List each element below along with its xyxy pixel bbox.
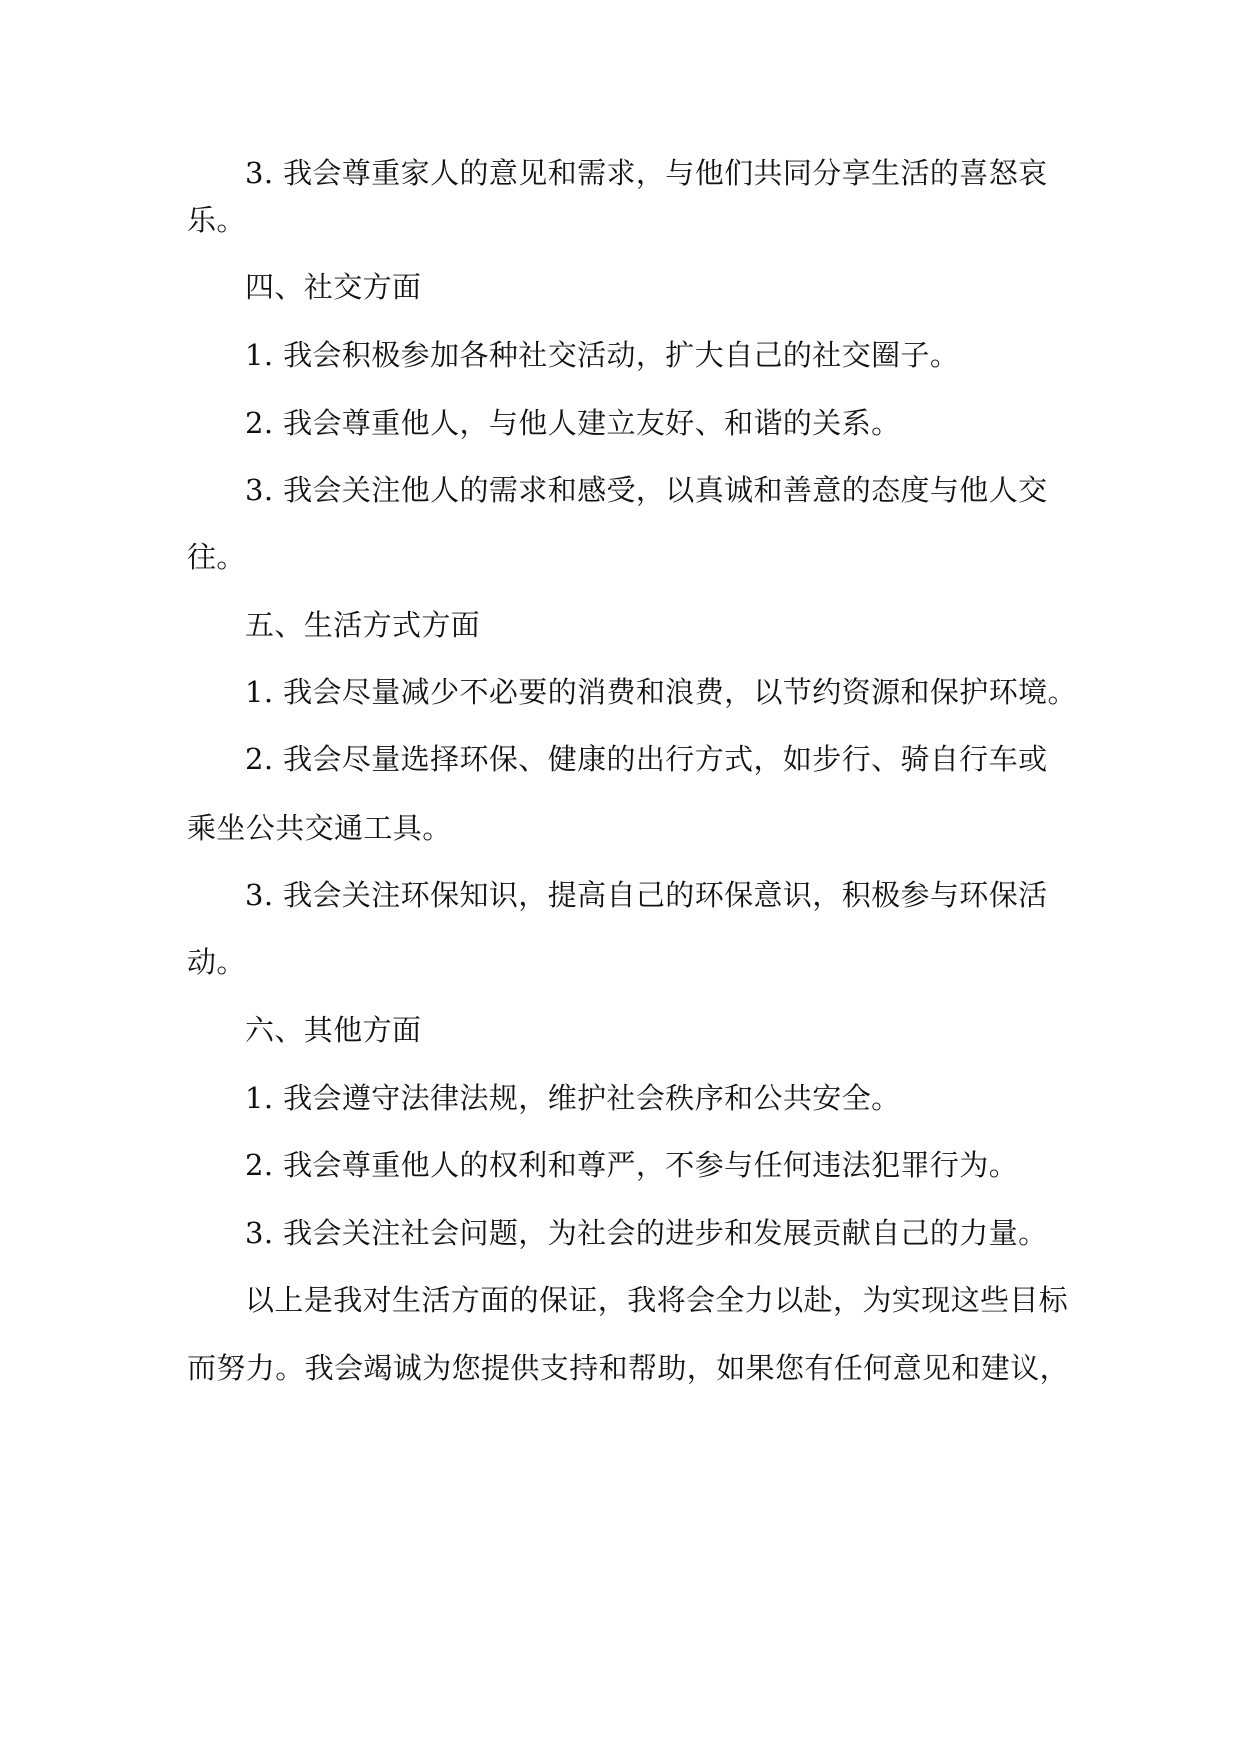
family-item-3: 3. 我会尊重家人的意见和需求，与他们共同分享生活的喜怒哀 (245, 156, 1048, 190)
lifestyle-item-2: 2. 我会尽量选择环保、健康的出行方式，如步行、骑自行车或 (245, 742, 1048, 776)
social-item-3: 3. 我会关注他人的需求和感受，以真诚和善意的态度与他人交 (245, 473, 1048, 507)
section-heading-lifestyle: 五、生活方式方面 (245, 608, 481, 642)
other-item-1: 1. 我会遵守法律法规，维护社会秩序和公共安全。 (245, 1081, 901, 1115)
social-item-2: 2. 我会尊重他人，与他人建立友好、和谐的关系。 (245, 406, 901, 440)
section-heading-social: 四、社交方面 (245, 270, 422, 304)
other-item-3: 3. 我会关注社会问题，为社会的进步和发展贡献自己的力量。 (245, 1216, 1048, 1250)
lifestyle-item-3: 3. 我会关注环保知识，提高自己的环保意识，积极参与环保活 (245, 878, 1048, 912)
social-item-3-continued: 往。 (187, 540, 246, 574)
lifestyle-item-3-continued: 动。 (187, 945, 246, 979)
social-item-1: 1. 我会积极参加各种社交活动，扩大自己的社交圈子。 (245, 338, 960, 372)
closing-paragraph-line-2: 而努力。我会竭诚为您提供支持和帮助，如果您有任何意见和建议， (187, 1351, 1070, 1385)
section-heading-other: 六、其他方面 (245, 1013, 422, 1047)
closing-paragraph-line-1: 以上是我对生活方面的保证，我将会全力以赴，为实现这些目标 (245, 1283, 1069, 1317)
lifestyle-item-1: 1. 我会尽量减少不必要的消费和浪费，以节约资源和保护环境。 (245, 675, 1077, 709)
other-item-2: 2. 我会尊重他人的权利和尊严，不参与任何违法犯罪行为。 (245, 1148, 1019, 1182)
family-item-3-continued: 乐。 (187, 203, 246, 237)
lifestyle-item-2-continued: 乘坐公共交通工具。 (187, 811, 452, 845)
